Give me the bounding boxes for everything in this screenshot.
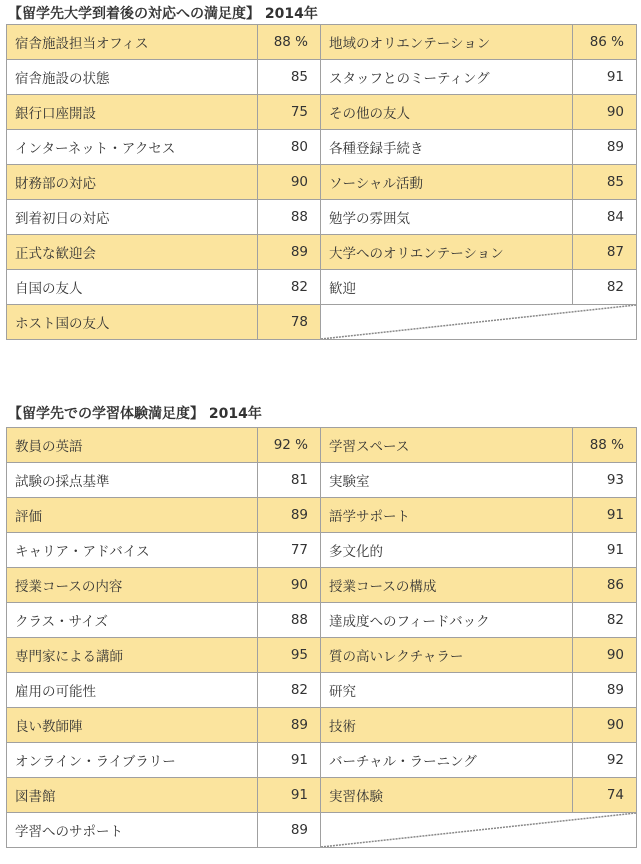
item-value: 89 (258, 498, 321, 533)
table-row (7, 463, 637, 498)
item-value: 82 (573, 603, 637, 638)
learning-satisfaction-table (6, 427, 637, 848)
table-row (7, 533, 637, 568)
item-label: 良い教師陣 (7, 708, 258, 743)
item-value: 89 (573, 130, 637, 165)
item-label: 多文化的 (321, 533, 573, 568)
item-label: 学習スペース (321, 428, 573, 463)
item-value: 89 (258, 235, 321, 270)
table-row (7, 200, 637, 235)
diagonal-line (321, 813, 636, 847)
item-label: 自国の友人 (7, 270, 258, 305)
item-value: 91 (258, 743, 321, 778)
item-label: 研究 (321, 673, 573, 708)
table-row (7, 743, 637, 778)
table-row (7, 603, 637, 638)
item-value: 85 (258, 60, 321, 95)
item-label: インターネット・アクセス (7, 130, 258, 165)
arrival-satisfaction-table (6, 24, 637, 340)
item-value: 88 (258, 603, 321, 638)
item-value: 87 (573, 235, 637, 270)
item-label: 達成度へのフィードバック (321, 603, 573, 638)
item-value: 85 (573, 165, 637, 200)
item-label: クラス・サイズ (7, 603, 258, 638)
item-label: 学習へのサポート (7, 813, 258, 848)
item-value: 91 (573, 498, 637, 533)
item-label: 語学サポート (321, 498, 573, 533)
item-label: 勉学の雰囲気 (321, 200, 573, 235)
item-label: 銀行口座開設 (7, 95, 258, 130)
table-row (7, 708, 637, 743)
item-value: 81 (258, 463, 321, 498)
item-label: 授業コースの構成 (321, 568, 573, 603)
table-row (7, 778, 637, 813)
table-row (7, 498, 637, 533)
table-row (7, 235, 637, 270)
table-row (7, 165, 637, 200)
item-label: 歓迎 (321, 270, 573, 305)
table-row (7, 428, 637, 463)
table-row (7, 568, 637, 603)
item-value: 90 (573, 708, 637, 743)
item-value: 90 (258, 568, 321, 603)
item-label: キャリア・アドバイス (7, 533, 258, 568)
item-label: 質の高いレクチャラー (321, 638, 573, 673)
item-value: 89 (573, 673, 637, 708)
item-value: 95 (258, 638, 321, 673)
table-row (7, 95, 637, 130)
item-label: 地域のオリエンテーション (321, 25, 573, 60)
item-value: 78 (258, 305, 321, 340)
item-label: ホスト国の友人 (7, 305, 258, 340)
item-value: 74 (573, 778, 637, 813)
item-label: 宿舎施設の状態 (7, 60, 258, 95)
item-label: 各種登録手続き (321, 130, 573, 165)
item-value: 86 (573, 568, 637, 603)
section1-title: 【留学先大学到着後の対応への満足度】 2014年 (8, 6, 318, 22)
table-row (7, 638, 637, 673)
item-value: 90 (258, 165, 321, 200)
item-label: オンライン・ライブラリー (7, 743, 258, 778)
table-row (7, 130, 637, 165)
item-value: 82 (258, 270, 321, 305)
item-value: 90 (573, 95, 637, 130)
item-value: 91 (573, 60, 637, 95)
table-row (7, 25, 637, 60)
item-value: 82 (573, 270, 637, 305)
diagonal-line (321, 305, 636, 339)
table-row (7, 813, 637, 848)
item-value: 75 (258, 95, 321, 130)
item-value: 88 % (573, 428, 637, 463)
item-value: 84 (573, 200, 637, 235)
item-value: 88 (258, 200, 321, 235)
item-label: 実習体験 (321, 778, 573, 813)
item-label: 教員の英語 (7, 428, 258, 463)
item-label: その他の友人 (321, 95, 573, 130)
item-value: 88 % (258, 25, 321, 60)
item-label: 大学へのオリエンテーション (321, 235, 573, 270)
item-value: 92 (573, 743, 637, 778)
item-value: 86 % (573, 25, 637, 60)
item-value: 89 (258, 708, 321, 743)
item-value: 90 (573, 638, 637, 673)
item-value: 92 % (258, 428, 321, 463)
item-label: 正式な歓迎会 (7, 235, 258, 270)
item-label: 雇用の可能性 (7, 673, 258, 708)
item-label: バーチャル・ラーニング (321, 743, 573, 778)
item-label: 授業コースの内容 (7, 568, 258, 603)
empty-cell (321, 305, 637, 340)
table-row (7, 270, 637, 305)
table-row (7, 305, 637, 340)
item-value: 93 (573, 463, 637, 498)
item-label: 到着初日の対応 (7, 200, 258, 235)
item-label: 宿舎施設担当オフィス (7, 25, 258, 60)
item-label: 試験の採点基準 (7, 463, 258, 498)
table-row (7, 673, 637, 708)
item-label: 実験室 (321, 463, 573, 498)
item-value: 80 (258, 130, 321, 165)
table-row (7, 60, 637, 95)
item-label: 財務部の対応 (7, 165, 258, 200)
empty-cell (321, 813, 637, 848)
item-value: 91 (573, 533, 637, 568)
item-value: 89 (258, 813, 321, 848)
item-label: 専門家による講師 (7, 638, 258, 673)
item-label: 評価 (7, 498, 258, 533)
item-label: 技術 (321, 708, 573, 743)
section2-title: 【留学先での学習体験満足度】 2014年 (8, 406, 262, 422)
item-value: 77 (258, 533, 321, 568)
item-value: 91 (258, 778, 321, 813)
item-label: ソーシャル活動 (321, 165, 573, 200)
item-value: 82 (258, 673, 321, 708)
item-label: 図書館 (7, 778, 258, 813)
item-label: スタッフとのミーティング (321, 60, 573, 95)
